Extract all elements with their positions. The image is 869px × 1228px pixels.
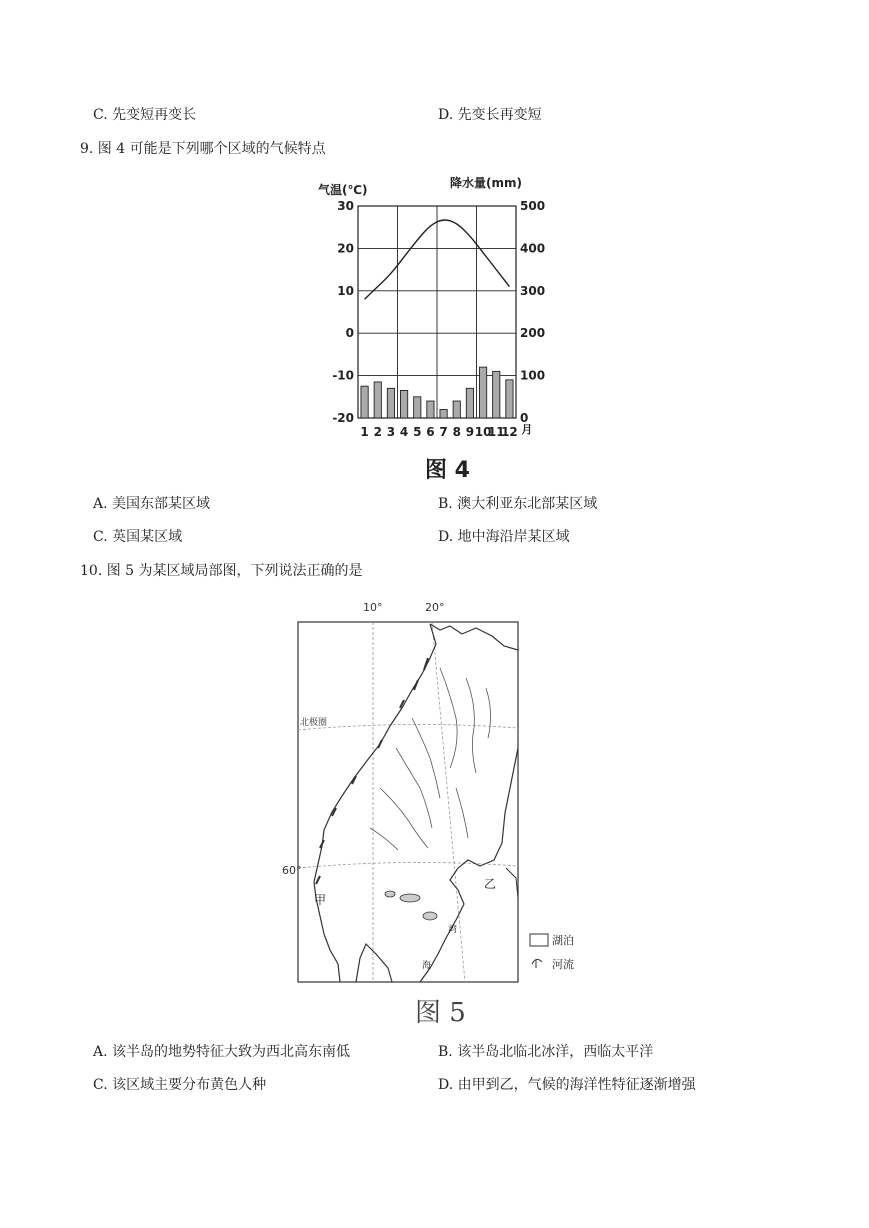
chart-axis-titles: [318, 175, 522, 197]
month-tick-label: 4: [399, 425, 409, 439]
q10-stem: 10. 图 5 为某区域局部图，下列说法正确的是: [80, 563, 363, 579]
q8-option-d: D. 先变长再变短: [438, 107, 542, 123]
month-tick-label: 2: [373, 425, 382, 439]
left-tick-label: 20: [337, 241, 354, 256]
month-tick-label: 5: [413, 425, 422, 439]
q9-stem: 9. 图 4 可能是下列哪个区域的气候特点: [80, 141, 326, 157]
arctic-circle-line: [298, 724, 518, 730]
q10-option-a: A. 该半岛的地势特征大致为西北高东南低: [93, 1044, 351, 1060]
left-tick-label: 30: [337, 199, 354, 213]
right-axis-title: 降水量(mm): [450, 176, 522, 190]
precip-bar: [493, 371, 500, 418]
month-tick-label: 9: [465, 425, 475, 439]
label-yi: 乙: [484, 877, 497, 891]
right-tick-label: 300: [520, 283, 546, 298]
precip-bar: [400, 390, 407, 418]
q9-option-d: D. 地中海沿岸某区域: [438, 529, 570, 545]
arctic-circle-label: 北极圈: [300, 718, 328, 728]
legend-river-icon: [532, 959, 542, 968]
east-coast: [506, 868, 518, 898]
lon-10-label: 10°: [363, 601, 383, 614]
lat-60-label: 60°: [282, 864, 302, 877]
q8-option-c: C. 先变短再变长: [93, 107, 197, 123]
month-tick-label: 1: [360, 425, 369, 439]
scandinavia-map: [280, 598, 590, 990]
precip-bar: [414, 397, 421, 418]
left-tick-label: 0: [345, 326, 354, 341]
left-tick-label: 10: [337, 283, 354, 298]
right-tick-label: 500: [520, 199, 546, 213]
map-frame: [298, 622, 518, 982]
left-tick-label: -20: [332, 411, 354, 425]
right-tick-label: 100: [520, 368, 546, 383]
left-tick-labels: [332, 199, 354, 425]
q9-option-a: A. 美国东部某区域: [93, 496, 211, 512]
precip-bar: [506, 380, 513, 418]
precip-bar: [440, 410, 447, 418]
climate-chart: [310, 172, 550, 444]
month-tick-labels: [360, 423, 532, 439]
left-tick-label: -10: [332, 368, 354, 383]
month-tick-label: 6: [426, 425, 435, 439]
month-tick-label: 3: [386, 425, 396, 439]
precip-bar: [361, 386, 368, 418]
month-tick-label: 12: [501, 425, 518, 439]
precip-bar: [453, 401, 460, 418]
right-tick-labels: [520, 199, 545, 425]
left-axis-title: 气温(℃): [318, 183, 368, 197]
month-tick-label: 7: [439, 425, 448, 439]
lakes: [385, 891, 437, 920]
q10-option-d: D. 由甲到乙，气候的海洋性特征逐渐增强: [438, 1077, 696, 1093]
month-tick-label: 8: [452, 425, 461, 439]
precip-bar: [374, 382, 381, 418]
precip-bar: [427, 401, 434, 418]
precip-bar: [479, 367, 486, 418]
right-tick-label: 400: [520, 241, 546, 256]
q10-option-c: C. 该区域主要分布黄色人种: [93, 1077, 267, 1093]
label-gulf: 湾: [448, 925, 458, 935]
legend-lake-label: 湖泊: [552, 934, 574, 947]
lon-20-label: 20°: [425, 601, 445, 614]
peninsula-coastline: [314, 624, 518, 982]
precip-bar: [466, 388, 473, 418]
q9-option-c: C. 英国某区域: [93, 529, 183, 545]
right-tick-label: 0: [520, 411, 529, 425]
precip-bar: [387, 388, 394, 418]
legend-river-label: 河流: [552, 958, 574, 971]
label-jia: 甲: [314, 893, 327, 907]
rivers: [370, 668, 491, 850]
figure-4-caption: 图 4: [425, 458, 470, 483]
month-tick-label: 11: [487, 425, 505, 439]
month-unit-label: 月: [521, 423, 533, 436]
q9-option-b: B. 澳大利亚东北部某区域: [438, 496, 598, 512]
q10-option-b: B. 该半岛北临北冰洋，西临太平洋: [438, 1044, 654, 1060]
right-tick-label: 200: [520, 326, 546, 341]
figure-5-caption: 图 5: [415, 998, 466, 1028]
month-tick-label: 10: [474, 425, 492, 439]
legend-lake-swatch: [530, 934, 548, 946]
label-sea: 海: [422, 961, 432, 971]
